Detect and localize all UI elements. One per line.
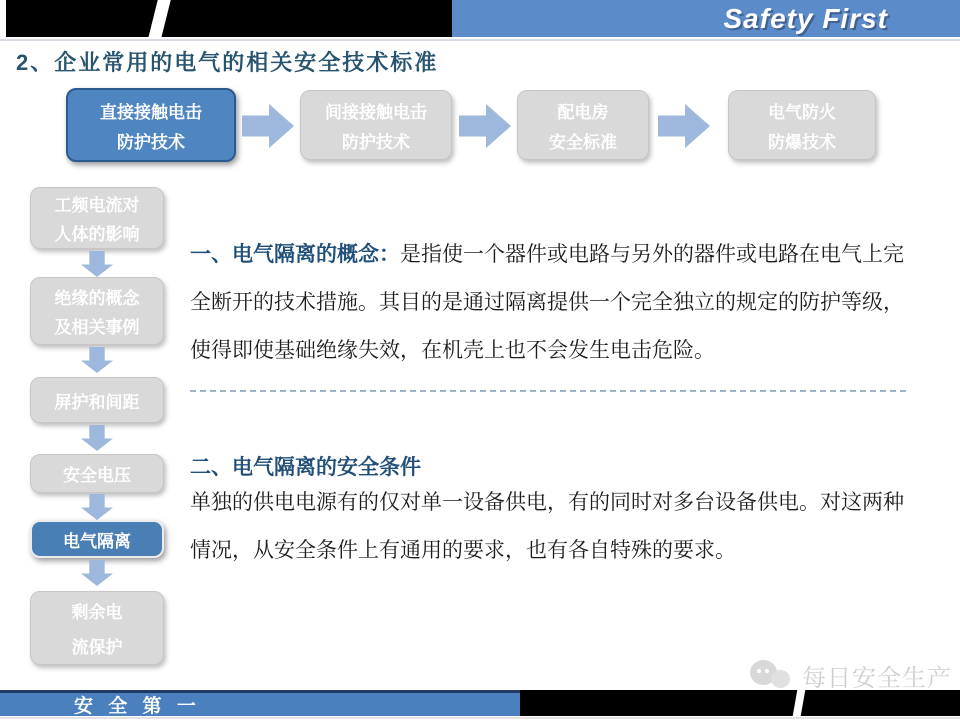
flow-step-label: 间接接触电击 bbox=[325, 102, 427, 122]
side-step-safe-voltage bbox=[30, 454, 164, 493]
side-step-current-effect bbox=[30, 187, 164, 249]
flow-step-label: 防护技术 bbox=[342, 132, 410, 152]
slide-bottom-edge bbox=[0, 717, 960, 719]
side-step-residual-current-protection bbox=[30, 591, 164, 665]
bubble-eye bbox=[757, 669, 761, 673]
flow-step-label: 安全标准 bbox=[549, 132, 617, 152]
arrow-down-icon bbox=[81, 494, 113, 520]
brand-text: Safety First bbox=[723, 2, 888, 34]
section2-heading: 二、电气隔离的安全条件 bbox=[190, 456, 421, 479]
arrow-down-icon bbox=[81, 251, 113, 277]
flow-step-label: 防护技术 bbox=[117, 132, 185, 152]
arrow-right-icon bbox=[459, 104, 511, 148]
flow-step-distribution-room-standard bbox=[517, 90, 649, 160]
section1-heading: 一、电气隔离的概念： bbox=[190, 243, 400, 266]
side-step-label: 电气隔离 bbox=[63, 531, 131, 551]
wechat-bubbles-icon bbox=[750, 660, 794, 692]
arrow-right-icon bbox=[242, 104, 294, 148]
topbar-blue-band bbox=[452, 0, 960, 37]
flow-step-label: 防爆技术 bbox=[768, 132, 836, 152]
side-step-label: 人体的影响 bbox=[54, 225, 140, 244]
arrow-down-icon bbox=[81, 347, 113, 373]
flow-step-direct-contact-protection bbox=[66, 88, 236, 162]
footer-slogan: 安 全 第 一 bbox=[74, 696, 201, 717]
dashed-divider bbox=[190, 390, 906, 392]
side-step-insulation-concept bbox=[30, 277, 164, 345]
bottombar-black-band bbox=[520, 690, 960, 716]
topbar-black-band bbox=[6, 0, 452, 37]
flow-step-label: 配电房 bbox=[557, 102, 609, 122]
flow-step-label: 直接接触电击 bbox=[100, 102, 202, 122]
flow-step-indirect-contact-protection bbox=[300, 90, 452, 160]
bubble-eye bbox=[765, 669, 769, 673]
side-step-label: 屏护和间距 bbox=[54, 392, 140, 412]
side-step-shielding-clearance bbox=[30, 377, 164, 423]
chat-bubble-small bbox=[771, 670, 790, 688]
topbar-underline bbox=[0, 39, 960, 41]
side-step-label: 流保护 bbox=[71, 638, 123, 657]
page-title: 2、企业常用的电气的相关安全技术标准 bbox=[16, 50, 439, 75]
bottombar-blue-band bbox=[0, 690, 520, 716]
side-step-electrical-isolation bbox=[30, 520, 164, 558]
flow-step-label: 电气防火 bbox=[768, 102, 836, 122]
side-step-label: 剩余电 bbox=[71, 603, 123, 622]
side-step-label: 绝缘的概念 bbox=[54, 289, 140, 308]
side-step-label: 安全电压 bbox=[63, 466, 131, 485]
watermark bbox=[750, 658, 952, 693]
arrow-down-icon bbox=[81, 560, 113, 586]
watermark-text: 每日安全生产 bbox=[802, 665, 952, 692]
arrow-down-icon bbox=[81, 425, 113, 451]
flow-step-fire-explosion-protection bbox=[728, 90, 876, 160]
side-step-label: 工频电流对 bbox=[54, 196, 140, 215]
section1-body: 是指使一个器件或电路与另外的器件或电路在电气上完全断开的技术措施。其目的是通过隔离提供一个完全独立的规定的防护等级，使得即使基础绝缘失效，在机壳上也不会发生电击危险。 bbox=[190, 243, 904, 362]
section1-paragraph bbox=[190, 231, 914, 375]
side-step-label: 及相关事例 bbox=[54, 318, 140, 337]
section2-body: 单独的供电电源有的仅对单一设备供电，有的同时对多台设备供电。对这两种情况，从安全条件上有通用的要求，也有各自特殊的要求。 bbox=[190, 491, 904, 562]
arrow-right-icon bbox=[658, 104, 710, 148]
